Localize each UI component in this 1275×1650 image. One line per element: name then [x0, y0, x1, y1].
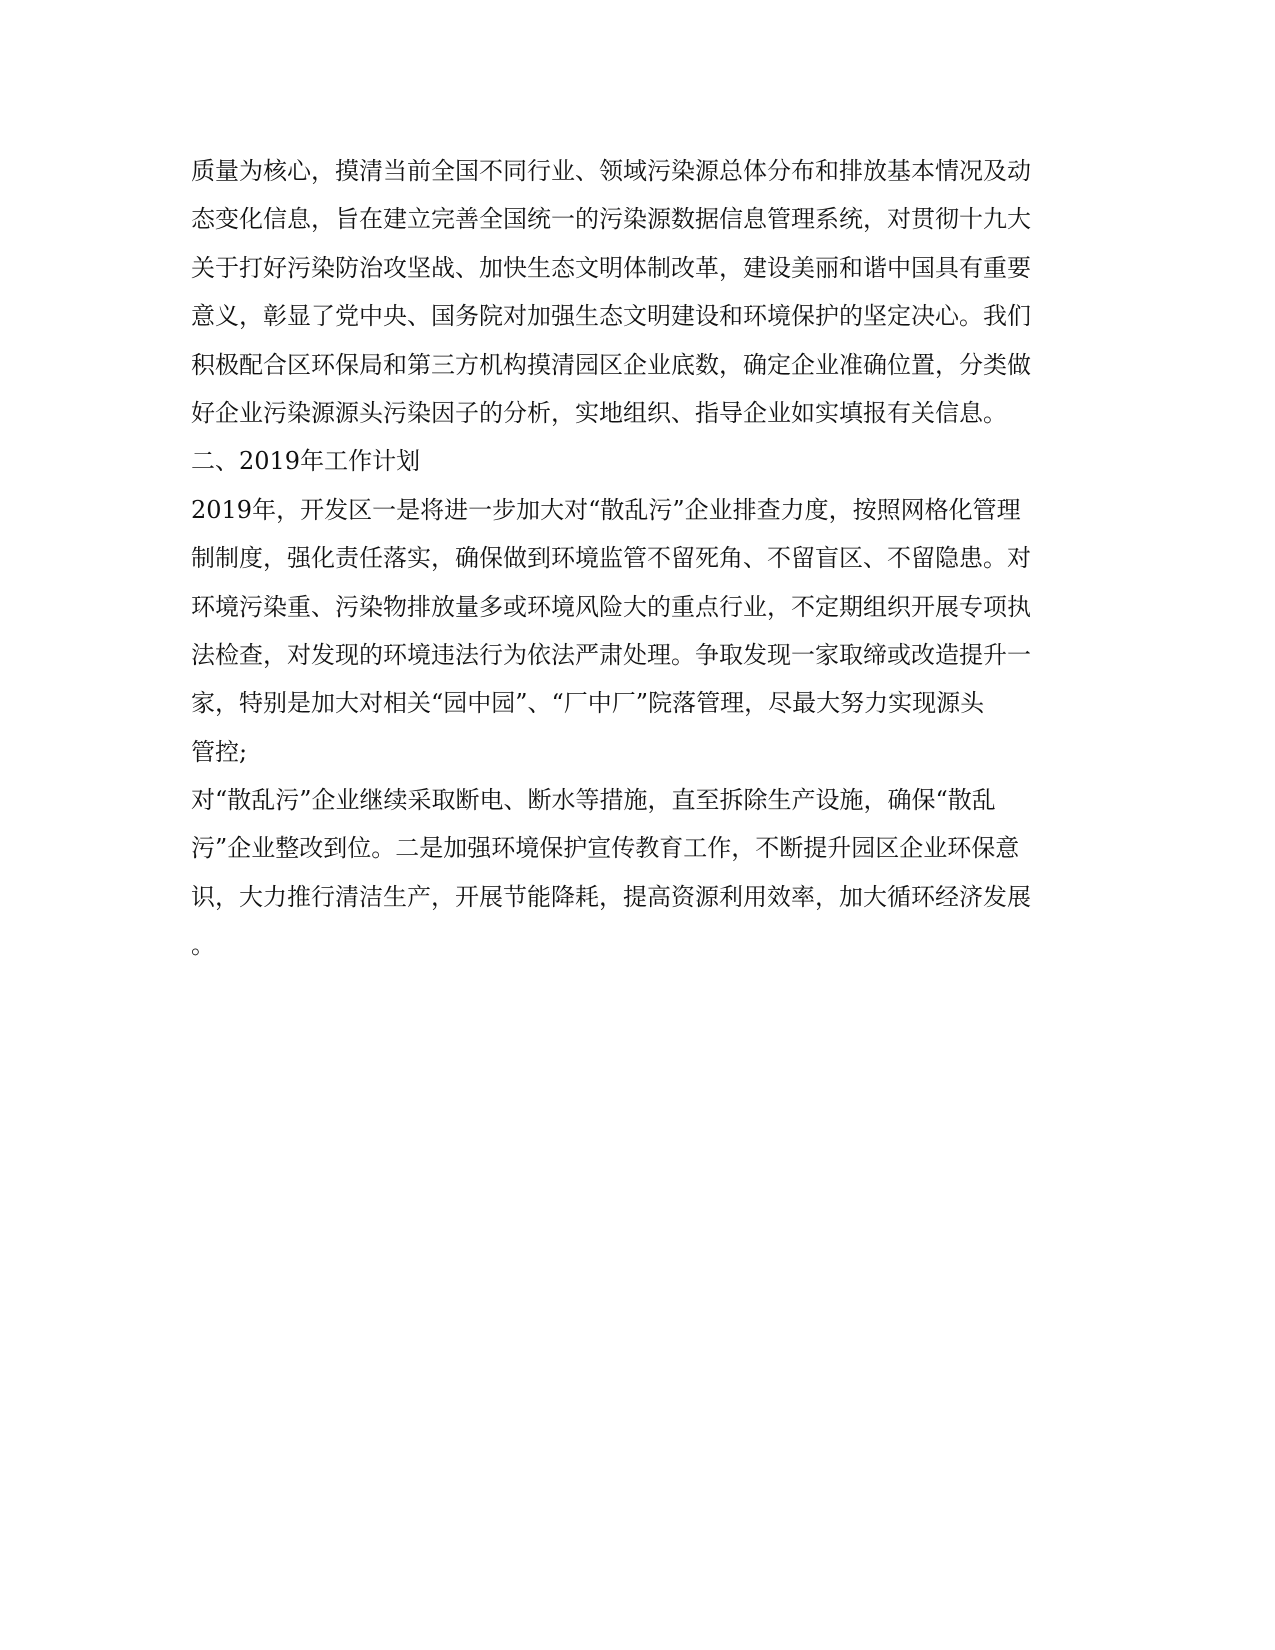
paragraph-line: 环境污染重、污染物排放量多或环境风险大的重点行业，不定期组织开展专项执	[191, 592, 1031, 621]
paragraph-line: 管控;	[191, 737, 248, 766]
paragraph-line: 意义，彰显了党中央、国务院对加强生态文明建设和环境保护的坚定决心。我们	[191, 302, 1031, 331]
paragraph-line: 关于打好污染防治攻坚战、加快生态文明体制改革，建设美丽和谐中国具有重要	[191, 253, 1031, 282]
paragraph-line: 对“散乱污”企业继续采取断电、断水等措施，直至拆除生产设施，确保“散乱	[191, 786, 996, 815]
paragraph-line: 2019年，开发区一是将进一步加大对“散乱污”企业排查力度，按照网格化管理	[191, 495, 1021, 524]
document-body	[191, 147, 1071, 970]
paragraph-line: 识，大力推行清洁生产，开展节能降耗，提高资源利用效率，加大循环经济发展	[191, 882, 1031, 911]
paragraph-line: 污”企业整改到位。二是加强环境保护宣传教育工作，不断提升园区企业环保意	[191, 834, 1020, 863]
paragraph-line: 制制度，强化责任落实，确保做到环境监管不留死角、不留盲区、不留隐患。对	[191, 544, 1031, 573]
paragraph-line: 法检查，对发现的环境违法行为依法严肃处理。争取发现一家取缔或改造提升一	[191, 640, 1031, 669]
section-heading: 二、2019年工作计划	[191, 447, 421, 476]
paragraph-line: 家，特别是加大对相关“园中园”、“厂中厂”院落管理，尽最大努力实现源头	[191, 689, 985, 718]
paragraph-line: 态变化信息，旨在建立完善全国统一的污染源数据信息管理系统，对贯彻十九大	[191, 205, 1031, 234]
paragraph-line: 好企业污染源源头污染因子的分析，实地组织、指导企业如实填报有关信息。	[191, 398, 1007, 427]
paragraph-line: 积极配合区环保局和第三方机构摸清园区企业底数，确定企业准确位置，分类做	[191, 350, 1031, 379]
paragraph-line: 质量为核心，摸清当前全国不同行业、领域污染源总体分布和排放基本情况及动	[191, 157, 1031, 185]
paragraph-line: 。	[191, 931, 215, 960]
